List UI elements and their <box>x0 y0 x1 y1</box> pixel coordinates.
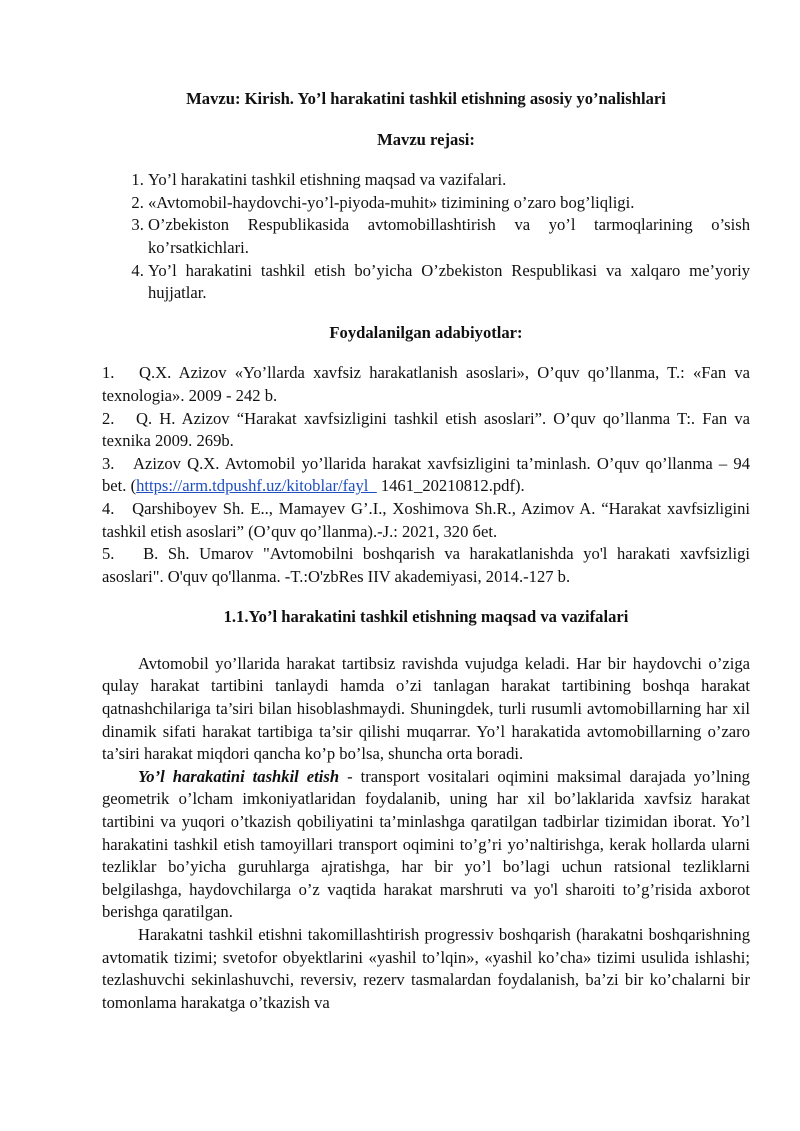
reference-text: Q. H. Azizov “Harakat xavfsizligini tashkil etish asoslari”. O’quv qo’llanma T:. Fan va texnika 2009. 269b. <box>102 408 750 451</box>
document-title: Mavzu: Kirish. Yo’l harakatini tashkil etishning asosiy yo’nalishlari <box>186 89 666 108</box>
reference-text: Azizov Q.X. Avtomobil yo’llarida harakat xavfsizligini ta’minlash. O’quv qo’llanma – 94 bet. ( <box>102 453 750 496</box>
reference-link[interactable]: https://arm.tdpushf.uz/kitoblar/fayl_ <box>136 476 377 496</box>
reference-item <box>102 543 750 588</box>
section-heading: 1.1.Yo’l harakatini tashkil etishning maqsad va vazifalari <box>223 607 629 627</box>
reference-text: Qarshiboyev Sh. E.., Mamayev G’.I., Xoshimova Sh.R., Azimov A. “Harakat xavfsizligini tashkil etish asoslari” (O’quv qo’llanma).-J.: 2021, 320 бet. <box>102 498 750 541</box>
reference-number: 2. <box>102 408 115 428</box>
document-page <box>102 88 750 1014</box>
plan-item: 2. «Avtomobil-haydovchi-yo’l-piyoda-muhit» tizimining o’zaro bog’liqligi. <box>148 192 750 215</box>
reference-number: 4. <box>102 498 115 518</box>
reference-item <box>102 408 750 453</box>
reference-item <box>102 453 750 498</box>
reference-text-tail: 1461_20210812.pdf). <box>376 476 525 496</box>
plan-item: 4. Yo’l harakatini tashkil etish bo’yicha O’zbekiston Respublikasi va xalqaro me’yoriy hujjatlar. <box>148 260 750 305</box>
body-paragraph <box>102 766 750 924</box>
reference-text: B. Sh. Umarov "Avtomobilni boshqarish va harakatlanishda yo'l harakati xavfsizligi asoslari". O'quv qo'llanma. -T.:O'zbRes IIV akademiyasi, 2014.-127 b. <box>102 544 750 586</box>
plan-heading: Mavzu rejasi: <box>377 129 475 149</box>
plan-item: 3. O’zbekiston Respublikasida avtomobillashtirish va yo’l tarmoqlarining o’sish ko’rsatkichlari. <box>148 214 750 259</box>
defined-term: Yo’l harakatini tashkil etish <box>138 766 340 786</box>
body-paragraph: Harakatni tashkil etishni takomillashtirish progressiv boshqarish (harakatni boshqarishning avtomatik tizimi; svetofor obyektlarini «yashil to’lqin», «yashil ko’cha» tizimi usulida ishlashi; tezlashuvchi sekinlashuvchi, reversiv, rezerv tasmalardan foydalanish, ba’zi bir ko’chalarni bir tomonlama harakatga o’tkazish va <box>102 925 750 1012</box>
references-heading: Foydalanilgan adabiyotlar: <box>329 322 523 342</box>
plan-list <box>102 169 750 305</box>
plan-item: 1. Yo’l harakatini tashkil etishning maqsad va vazifalari. <box>148 169 750 192</box>
reference-number: 3. <box>102 453 115 473</box>
paragraph-text: - transport vositalari oqimini maksimal darajada yo’lning geometrik o’lcham imkoniyatlaridan foydalanib, uning har xil bo’laklarida xavfsiz harakat tartibini va yuqori o’tkazish qobiliyatini ta’minlashga qaratilgan tadbirlar tizimidan iborat. Yo’l harakatini tashkil etish tamoyillari transport oqimini to’g’ri yo’naltirishga, kerak hollarda ularni tezliklar bo’yicha guruhlarga ajratishga, har bir yo’l bo’lagi uchun ratsional tezliklarni belgilashga, haydovchilarga o’z vaqtida harakat marshruti va yo'l sharoiti to’g’risida axborot berishga qaratilgan. <box>102 766 750 922</box>
reference-number: 1. <box>102 363 115 383</box>
reference-text: Q.X. Azizov «Yo’llarda xavfsiz harakatlanish asoslari», O’quv qo’llanma, T.: «Fan va texnologia». 2009 - 242 b. <box>102 363 751 405</box>
reference-item <box>102 362 750 407</box>
references-list <box>102 362 750 588</box>
body-paragraph: Avtomobil yo’llarida harakat tartibsiz ravishda vujudga keladi. Har bir haydovchi o’ziga qulay harakat tartibini tanlaydi hamda o’zi tanlagan harakat tartibining boshqa harakat qatnashchilariga ta’siri bilan hisoblashmaydi. Shuningdek, turli rusumli avtomobillarning har xil dinamik sifati harakat tartibiga ta’sir qilishi muqarrar. Yo’l harakatida avtomobillarning o’zaro ta’siri harakat miqdori qancha ko’p bo’lsa, shuncha orta boradi. <box>102 653 750 764</box>
reference-item <box>102 498 750 543</box>
reference-number: 5. <box>102 544 115 564</box>
